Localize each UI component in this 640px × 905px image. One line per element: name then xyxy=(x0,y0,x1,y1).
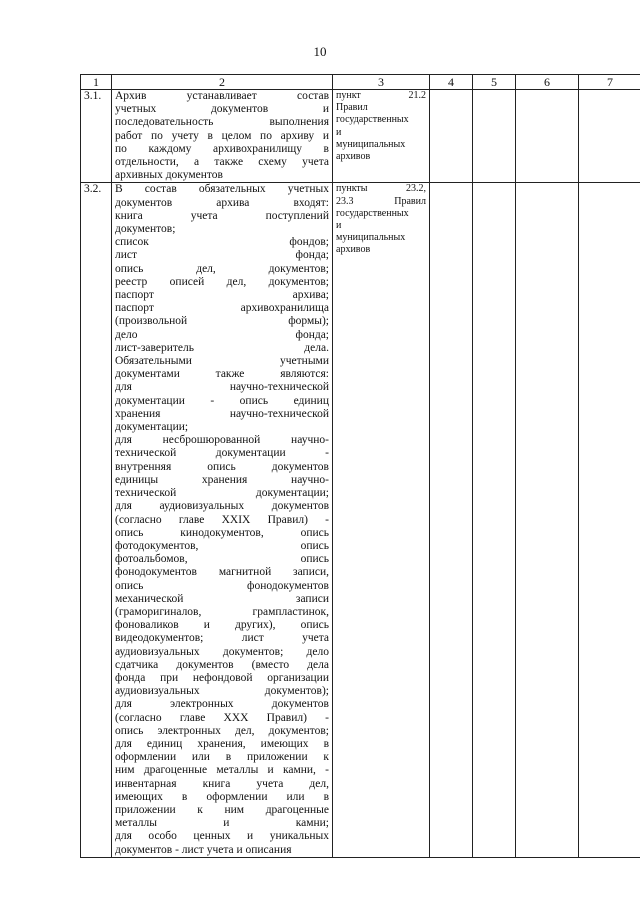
row-reference xyxy=(333,183,430,857)
text-line: документов архива входят: xyxy=(115,196,329,209)
text-line: приложении к ним драгоценные xyxy=(115,803,329,816)
text-line: лист фонда; xyxy=(115,249,329,262)
text-line: технической документации - xyxy=(115,447,329,460)
text-line: аудиовизуальных документов); xyxy=(115,685,329,698)
text-line: имеющих в оформлении или в xyxy=(115,790,329,803)
text-line: (граморигиналов, грампластинок, xyxy=(115,605,329,618)
text-line: аудиовизуальных документов; дело xyxy=(115,645,329,658)
text-line: видеодокументов; лист учета xyxy=(115,632,329,645)
text-line: фоноваликов и других), опись xyxy=(115,619,329,632)
text-line: документации - опись единиц xyxy=(115,394,329,407)
text-line: ним драгоценные металлы и камни, - xyxy=(115,764,329,777)
text-line: (согласно главе XXIX Правил) - xyxy=(115,513,329,526)
text-line: Обязательными учетными xyxy=(115,355,329,368)
empty-cell xyxy=(473,90,516,183)
text-line: для особо ценных и уникальных xyxy=(115,830,329,843)
text-line: для аудиовизуальных документов xyxy=(115,500,329,513)
text-line: опись электронных дел, документов; xyxy=(115,724,329,737)
text-line: инвентарная книга учета дел, xyxy=(115,777,329,790)
text-line: опись дел, документов; xyxy=(115,262,329,275)
column-header: 1 xyxy=(81,75,112,90)
text-line: лист-заверитель дела. xyxy=(115,341,329,354)
table-row xyxy=(81,90,640,183)
text-line: по каждому архивохранилищу в xyxy=(115,142,329,155)
column-header: 4 xyxy=(430,75,473,90)
text-line: паспорт архивохранилища xyxy=(115,302,329,315)
empty-cell xyxy=(473,183,516,857)
text-line: документов; xyxy=(115,223,176,236)
text-line: фотодокументов, опись xyxy=(115,539,329,552)
text-line: учетных документов и xyxy=(115,103,329,116)
text-line: пункт 21.2 xyxy=(336,90,426,101)
text-line: архивных документов xyxy=(115,169,223,182)
empty-cell xyxy=(579,90,640,183)
empty-cell xyxy=(430,90,473,183)
text-line: фотоальбомов, опись xyxy=(115,553,329,566)
text-line: оформлении или в приложении к xyxy=(115,751,329,764)
text-line: единицы хранения научно- xyxy=(115,473,329,486)
text-line: муниципальных xyxy=(336,138,406,150)
text-line: опись фонодокументов xyxy=(115,579,329,592)
text-line: архивов xyxy=(336,151,371,163)
text-line: технической документации; xyxy=(115,487,329,500)
text-line: государственных xyxy=(336,207,409,219)
empty-cell xyxy=(579,183,640,857)
text-line: документации; xyxy=(115,421,189,434)
empty-cell xyxy=(430,183,473,857)
text-line: реестр описей дел, документов; xyxy=(115,275,329,288)
accounting-table xyxy=(80,74,640,858)
row-text xyxy=(112,90,333,183)
text-line: (произвольной формы); xyxy=(115,315,329,328)
row-number: 3.1. xyxy=(81,90,112,183)
empty-cell xyxy=(516,90,579,183)
text-line: Правил xyxy=(336,102,368,114)
text-line: 23.3 Правил xyxy=(336,195,426,207)
text-line: и xyxy=(336,220,342,232)
empty-cell xyxy=(516,183,579,857)
text-line: (согласно главе XXX Правил) - xyxy=(115,711,329,724)
text-line: архивов xyxy=(336,244,371,256)
text-line: список фондов; xyxy=(115,236,329,249)
text-line: муниципальных xyxy=(336,232,406,244)
column-header: 6 xyxy=(516,75,579,90)
text-line: сдатчика документов (вместо дела xyxy=(115,658,329,671)
column-header: 2 xyxy=(112,75,333,90)
text-line: внутренняя опись документов xyxy=(115,460,329,473)
text-line: Архив устанавливает состав xyxy=(115,90,329,102)
row-reference xyxy=(333,90,430,183)
text-line: книга учета поступлений xyxy=(115,209,329,222)
text-line: последовательность выполнения xyxy=(115,116,329,129)
text-line: для единиц хранения, имеющих в xyxy=(115,737,329,750)
text-line: для электронных документов xyxy=(115,698,329,711)
text-line: пункты 23.2, xyxy=(336,183,426,195)
table-row xyxy=(81,183,640,857)
text-line: фонда при нефондовой организации xyxy=(115,671,329,684)
text-line: хранения научно-технической xyxy=(115,407,329,420)
text-line: механической записи xyxy=(115,592,329,605)
page-number: 10 xyxy=(313,44,327,59)
text-line: и xyxy=(336,126,342,138)
text-line: фонодокументов магнитной записи, xyxy=(115,566,329,579)
column-header: 7 xyxy=(579,75,640,90)
text-line: для несброшюрованной научно- xyxy=(115,434,329,447)
column-header: 3 xyxy=(333,75,430,90)
text-line: металлы и камни; xyxy=(115,817,329,830)
text-line: паспорт архива; xyxy=(115,289,329,302)
text-line: отдельности, а также схему учета xyxy=(115,156,329,169)
text-line: для научно-технической xyxy=(115,381,329,394)
row-number: 3.2. xyxy=(81,183,112,857)
text-line: документами также являются: xyxy=(115,368,329,381)
text-line: дело фонда; xyxy=(115,328,329,341)
row-text xyxy=(112,183,333,857)
text-line: документов - лист учета и описания xyxy=(115,843,292,856)
header-row xyxy=(81,75,640,90)
column-header: 5 xyxy=(473,75,516,90)
text-line: работ по учету в целом по архиву и xyxy=(115,129,329,142)
text-line: государственных xyxy=(336,114,409,126)
text-line: В состав обязательных учетных xyxy=(115,183,329,196)
text-line: опись кинодокументов, опись xyxy=(115,526,329,539)
